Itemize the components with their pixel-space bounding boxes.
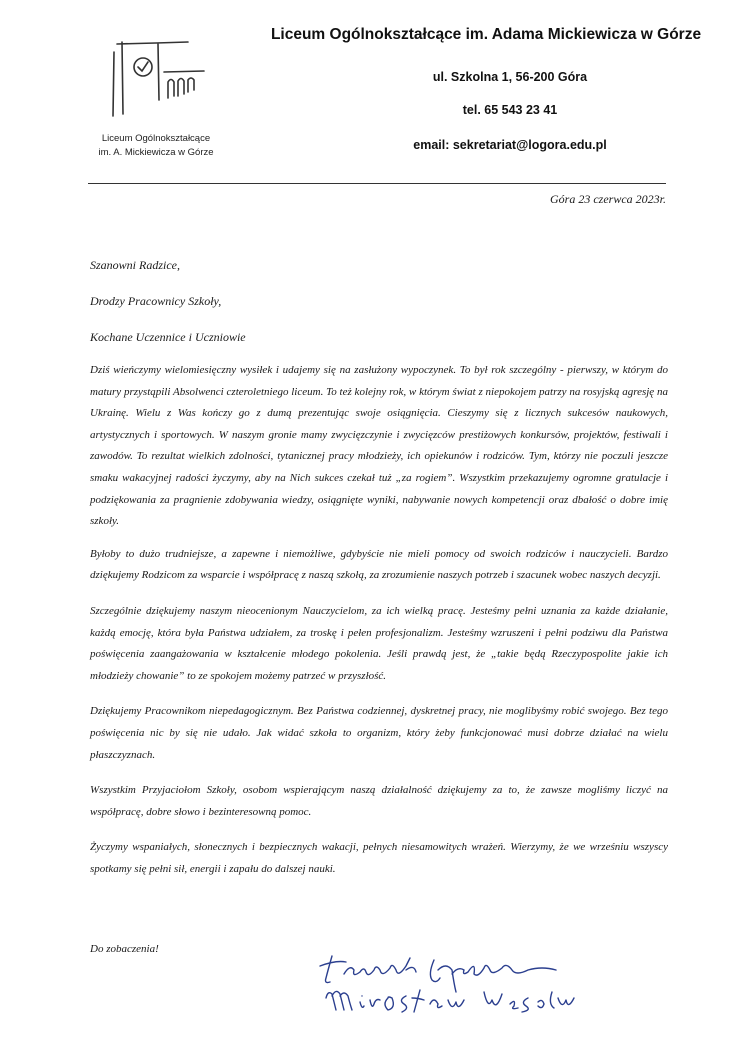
school-address: ul. Szkolna 1, 56-200 Góra	[432, 70, 588, 84]
paragraph-thanks-staff: Dziękujemy Pracownikom niepedagogicznym. Bez Państwa codziennej, dyskretnej pracy, nie moglibyśmy robić swojego. Bez tego poświęcenia nic by się nie udało. Jak widać szkoła to organizm, który żeby funkcjonować musi dobrze działać na wielu płaszczyznach.	[90, 705, 668, 761]
school-phone: tel. 65 543 23 41	[462, 103, 558, 117]
paragraph-wishes: Życzymy wspaniałych, słonecznych i bezpiecznych wakacji, pełnych niesamowitych wrażeń. Wierzymy, że we wrześniu wszyscy spotkamy się pełni sił, energii i zapału do dalszej nauki.	[90, 841, 668, 875]
salutations	[90, 258, 670, 344]
salutation-students: Kochane Uczennice i Uczniowie	[90, 330, 246, 344]
school-building-logo-icon	[96, 30, 216, 125]
school-name: Liceum Ogólnokształcące im. Adama Mickiewicza w Górze	[270, 26, 702, 43]
paragraph-thanks-parents: Byłoby to dużo trudniejsze, a zapewne i niemożliwe, gdybyście nie mieli pomocy od swoich rodziców i nauczycieli. Bardzo dziękujemy Rodzicom za wsparcie i współpracę z naszą szkołą, za zrozumienie naszych potrzeb i szacunek wobec naszych decyzji.	[90, 547, 668, 582]
handwritten-signature	[306, 940, 596, 1020]
letter-date: Góra 23 czerwca 2023r.	[550, 192, 666, 206]
logo-caption-line2: im. A. Mickiewicza w Górze	[98, 147, 214, 158]
header-divider	[88, 183, 666, 184]
paragraph-thanks-teachers: Szczególnie dziękujemy naszym nieocenionym Nauczycielom, za ich wielką pracę. Jesteśmy pełni uznania za każde działanie, każdą emocję, która była Państwa udziałem, za troskę i pełen profesjonalizm. Jesteśmy wzruszeni i pełni podziwu dla Państwa poświęcenia zaangażowania w kształcenie młodego pokolenia. Jeśli prawdą jest, że „takie będą Rzeczypospolite jakie ich młodzieży chowanie” to ze spokojem możemy patrzeć w przyszłość.	[90, 604, 668, 682]
salutation-staff: Drodzy Pracownicy Szkoły,	[90, 294, 222, 308]
logo-caption-line1: Liceum Ogólnokształcące	[101, 133, 211, 144]
logo-caption	[70, 132, 242, 160]
closing: Do zobaczenia!	[90, 943, 159, 955]
school-email[interactable]: email: sekretariat@logora.edu.pl	[413, 138, 607, 152]
letter-body	[90, 360, 668, 880]
paragraph-year-summary: Dziś wieńczymy wielomiesięczny wysiłek i udajemy się na zasłużony wypoczynek. To był rok szczególny - pierwszy, w którym do matury przystąpili Absolwenci czteroletniego liceum. To też kolejny rok, w którym świat z niepokojem patrzy na rosyjską agresję na Ukrainę. Wielu z Was kończy go z dumą prezentując swoje osiągnięcia. Cieszymy się z licznych sukcesów naukowych, artystycznych i sportowych. W naszym gronie mamy zwycięzczynie i zwycięzców prestiżowych konkursów, projektów, festiwali i zawodów. To rezultat wielkich zdolności, tytanicznej pracy młodzieży, ich opiekunów i rodziców. Tym, którzy nie poczuli jeszcze smaku wakacyjnej radości życzymy, aby na Nich sukces czekał tuż „za rogiem”. Wszystkim przekazujemy ogromne gratulacje i podziękowania za pragnienie zdobywania wiedzy, osiągnięte wyniki, nabywanie nowych kompetencji oraz dbałość o dobre imię szkoły.	[90, 364, 668, 528]
paragraph-thanks-friends: Wszystkim Przyjaciołom Szkoły, osobom wspierającym naszą działalność dziękujemy za to, że zawsze mogliśmy liczyć na współpracę, dobre słowo i bezinteresowną pomoc.	[90, 784, 668, 818]
salutation-parents: Szanowni Radzice,	[90, 258, 180, 272]
